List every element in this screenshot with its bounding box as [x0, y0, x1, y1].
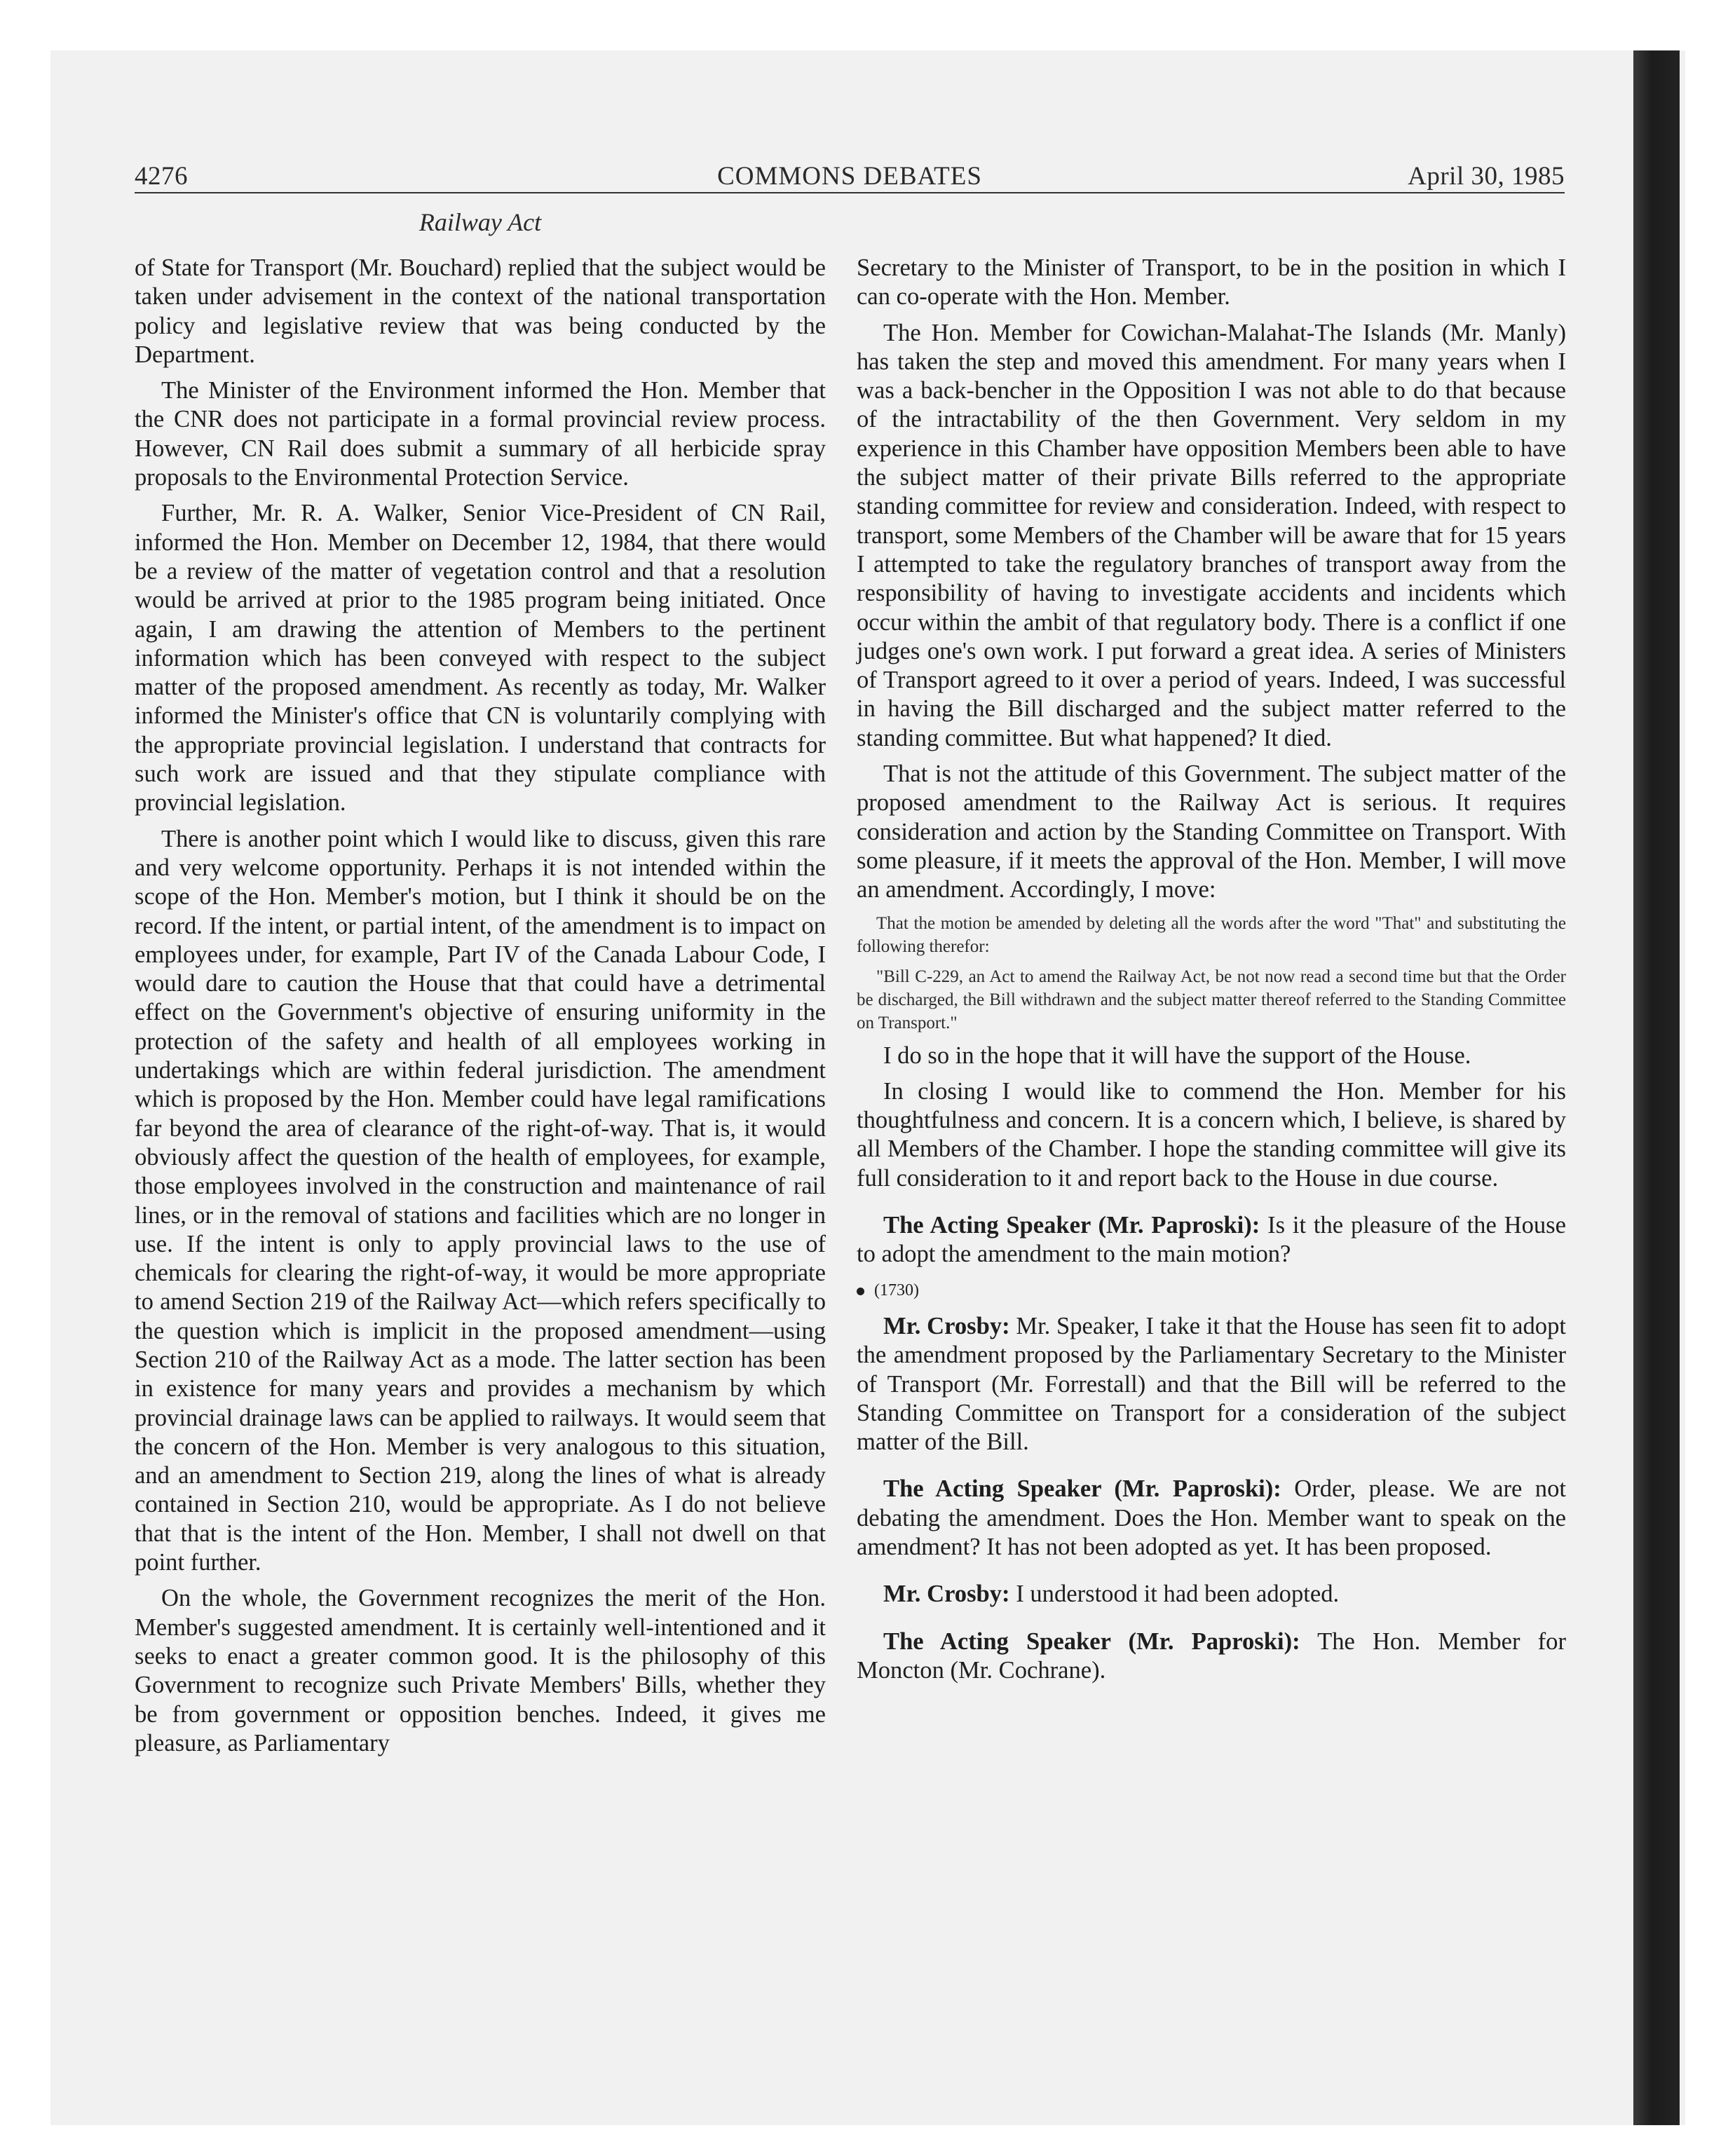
speech-text: Is it the pleasure of the House to adopt the amendment to the main motion?: [857, 1212, 1566, 1268]
paragraph: The Minister of the Environment informed the Hon. Member that the CNR does not participate in a formal provincial review process. However, CN Rail does submit a summary of all herbicide spray proposals to the Environmental Protection Service.: [135, 377, 826, 491]
speaker-turn: [857, 1475, 1566, 1562]
time-marker: [857, 1276, 1566, 1305]
issue-date: April 30, 1985: [1408, 162, 1565, 191]
paragraph: There is another point which I would like to discuss, given this rare and very welcome opportunity. Perhaps it is not intended within the scope of the Hon. Member's motion, but I think it should be on the record. If the intent, or partial intent, of the amendment is to impact on employees under, for example, Part IV of the Canada Labour Code, I would dare to caution the House that that could have a detrimental effect on the Government's objective of ensuring uniformity in the protection of the safety and health of all employees working in undertakings which are within federal jurisdiction. The amendment which is proposed by the Hon. Member could have legal ramifications far beyond the area of clearance of the right-of-way. That is, it would obviously affect the question of the health of employees, for example, those employees involved in the construction and maintenance of rail lines, or in the removal of stations and facilities which are no longer in use. If the intent is only to apply provincial laws to the use of chemicals for clearing the right-of-way, it would be more appropriate to amend Section 219 of the Railway Act—which refers specifically to the question which is implicit in the proposed amendment—using Section 210 of the Railway Act as a mode. The latter section has been in existence for many years and provides a mechanism by which provincial drainage laws can be applied to railways. It would seem that the concern of the Hon. Member is very analogous to this situation, and an amendment to Section 219, along the lines of what is already contained in Section 210, would be appropriate. As I do not believe that that is the intent of the Hon. Member, I shall not dwell on that point further.: [135, 825, 826, 1576]
section-title: Railway Act: [419, 208, 542, 236]
speaker-name: Mr. Crosby:: [883, 1312, 1010, 1339]
bullet-icon: [857, 1288, 864, 1295]
header-rule: [135, 192, 1565, 193]
motion-quote: "Bill C-229, an Act to amend the Railway Act, be not now read a second time but that the Order be discharged, the Bill withdrawn and the subject matter thereof referred to the Standing Committee on Transport.": [857, 967, 1566, 1032]
speaker-name: The Acting Speaker (Mr. Paproski):: [883, 1628, 1300, 1655]
time-marker-text: (1730): [874, 1281, 919, 1299]
paragraph: I do so in the hope that it will have the support of the House.: [883, 1042, 1471, 1069]
running-header: [135, 156, 1565, 192]
speaker-name: Mr. Crosby:: [883, 1581, 1010, 1608]
speech-text: Order, please. We are not debating the amendment. Does the Hon. Member want to speak on the amendment? It has not been adopted as yet. It has been proposed.: [857, 1475, 1566, 1560]
speaker-turn: [857, 1211, 1566, 1269]
motion-quote: That the motion be amended by deleting all the words after the word "That" and substituting the following therefor:: [857, 913, 1566, 956]
page-number: 4276: [135, 162, 188, 191]
speaker-turn: [857, 1312, 1566, 1456]
paragraph: Secretary to the Minister of Transport, to be in the position in which I can co-operate with the Hon. Member.: [857, 254, 1566, 311]
speech-text: I understood it had been adopted.: [1009, 1581, 1340, 1608]
paragraph: On the whole, the Government recognizes the merit of the Hon. Member's suggested amendment. It is certainly well-intentioned and it seeks to enact a greater common good. It is the philosophy of this Government to recognize such Private Members' Bills, whether they be from government or opposition benches. Indeed, it gives me pleasure, as Parliamentary: [135, 1585, 826, 1756]
paragraph: In closing I would like to commend the Hon. Member for his thoughtfulness and concern. It is a concern which, I believe, is shared by all Members of the Chamber. I hope the standing committee will give its full consideration to it and report back to the House in due course.: [857, 1077, 1566, 1192]
paragraph: The Hon. Member for Cowichan-Malahat-The Islands (Mr. Manly) has taken the step and moved this amendment. For many years when I was a back-bencher in the Opposition I was not able to do that because of the intractability of the then Government. Very seldom in my experience in this Chamber have opposition Members been able to have the subject matter of their private Bills referred to the appropriate standing committee for review and consideration. Indeed, with respect to transport, some Members of the Chamber will be aware that for 15 years I attempted to take the regulatory branches of transport away from the responsibility of having to investigate accidents and incidents which occur within the ambit of that regulatory body. There is a conflict if one judges one's own work. I put forward a great idea. A series of Ministers of Transport agreed to it over a period of years. Indeed, I was successful in having the Bill discharged and the subject matter referred to the standing committee. But what happened? It died.: [857, 319, 1566, 751]
paragraph: Further, Mr. R. A. Walker, Senior Vice-President of CN Rail, informed the Hon. Member on December 12, 1984, that there would be a review of the matter of vegetation control and that a resolution would be arrived at prior to the 1985 program being initiated. Once again, I am drawing the attention of Members to the pertinent information which has been conveyed with respect to the subject matter of the proposed amendment. As recently as today, Mr. Walker informed the Minister's office that CN is voluntarily complying with the appropriate provincial legislation. I understand that contracts for such work are issued and that they stipulate compliance with provincial legislation.: [135, 500, 826, 817]
paragraph: of State for Transport (Mr. Bouchard) replied that the subject would be taken under advisement in the context of the national transportation policy and legislative review that was being conducted by the Department.: [135, 254, 826, 368]
paragraph: That is not the attitude of this Government. The subject matter of the proposed amendment to the Railway Act is serious. It requires consideration and action by the Standing Committee on Transport. With some pleasure, if it meets the approval of the Hon. Member, I will move an amendment. Accordingly, I move:: [857, 760, 1566, 903]
speaker-turn: [857, 1580, 1566, 1609]
speaker-turn: [857, 1628, 1566, 1686]
speech-text: The Hon. Member for Moncton (Mr. Cochrane).: [857, 1628, 1566, 1684]
speaker-name: The Acting Speaker (Mr. Paproski):: [883, 1212, 1260, 1239]
speech-text: Mr. Speaker, I take it that the House has seen fit to adopt the amendment proposed by the Parliamentary Secretary to the Minister of Transport (Mr. Forrestall) and that the Bill will be referred to the Standing Committee on Transport for a consideration of the subject matter of the Bill.: [857, 1312, 1566, 1456]
right-column: [857, 254, 1566, 1692]
publication-title: COMMONS DEBATES: [717, 162, 982, 191]
scan-edge-shadow: [1633, 50, 1680, 2125]
left-column: [135, 254, 826, 1765]
speaker-name: The Acting Speaker (Mr. Paproski):: [883, 1475, 1281, 1503]
